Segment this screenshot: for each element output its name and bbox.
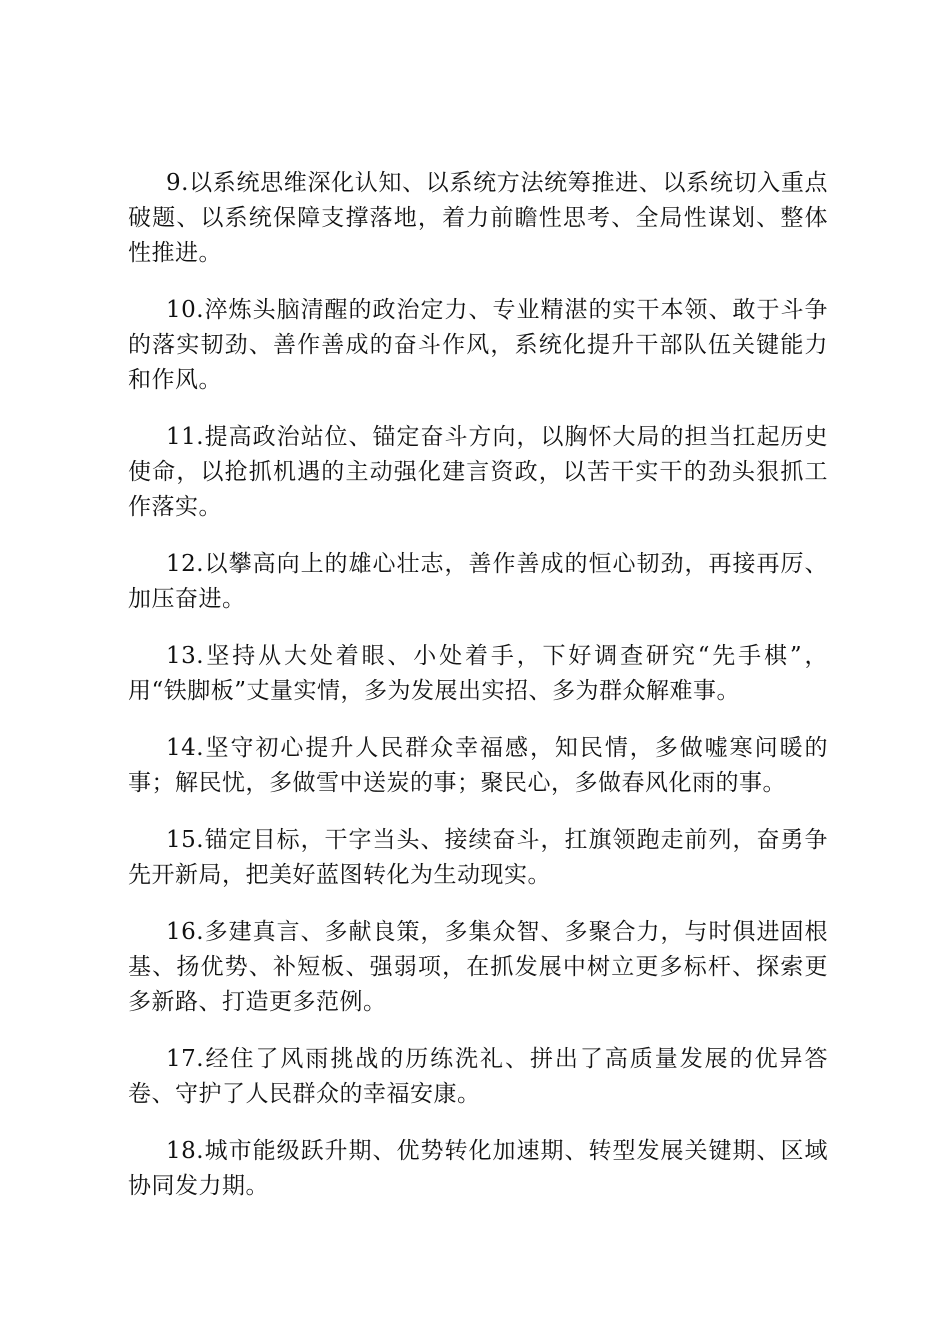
- paragraph-16: 16.多建真言、多献良策，多集众智、多聚合力，与时俱进固根基、扬优势、补短板、强弱项，在抓发展中树立更多标杆、探索更多新路、打造更多范例。: [128, 919, 828, 1015]
- paragraph-13: 13.坚持从大处着眼、小处着手，下好调查研究“先手棋”，用“铁脚板”丈量实情，多为发展出实招、多为群众解难事。: [128, 643, 828, 704]
- paragraph-10: 10.淬炼头脑清醒的政治定力、专业精湛的实干本领、敢于斗争的落实韧劲、善作善成的奋斗作风，系统化提升干部队伍关键能力和作风。: [128, 297, 828, 393]
- document-body: [128, 166, 828, 1226]
- paragraph-15: 15.锚定目标，干字当头、接续奋斗，扛旗领跑走前列，奋勇争先开新局，把美好蓝图转化为生动现实。: [128, 827, 828, 888]
- paragraph-17: 17.经住了风雨挑战的历练洗礼、拼出了高质量发展的优异答卷、守护了人民群众的幸福安康。: [128, 1046, 828, 1107]
- paragraph-9: 9.以系统思维深化认知、以系统方法统筹推进、以系统切入重点破题、以系统保障支撑落地，着力前瞻性思考、全局性谋划、整体性推进。: [128, 170, 828, 266]
- paragraph-11: 11.提高政治站位、锚定奋斗方向，以胸怀大局的担当扛起历史使命，以抢抓机遇的主动强化建言资政，以苦干实干的劲头狠抓工作落实。: [128, 424, 828, 520]
- paragraph-18: 18.城市能级跃升期、优势转化加速期、转型发展关键期、区域协同发力期。: [128, 1138, 828, 1199]
- paragraph-12: 12.以攀高向上的雄心壮志，善作善成的恒心韧劲，再接再厉、加压奋进。: [128, 551, 828, 612]
- paragraph-14: 14.坚守初心提升人民群众幸福感，知民情，多做嘘寒问暖的事；解民忧，多做雪中送炭的事；聚民心，多做春风化雨的事。: [128, 735, 828, 796]
